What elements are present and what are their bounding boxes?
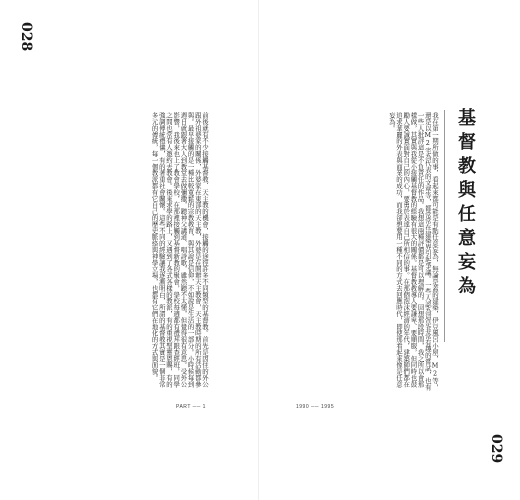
footer-part: PART ── 1 — [176, 404, 206, 410]
title-divider — [444, 110, 445, 342]
page-number-right-page: 028 — [18, 22, 34, 52]
footer-years: 1990 ── 1995 — [296, 404, 335, 410]
book-gutter — [258, 0, 259, 500]
right-page-body: 我在第一期所做的事，看起來都可能是有點任意妄為，無論是蓋的建築，伊豆風呂小屋，M2等，還是以M2宅為代表的文章等，都常常在建築界引起爭議。一些人認為這是非常有趣的嘗試，也有一些人批評這是不負責任的作品。我想這兩種評價都是可以理解的。回想那段時間，我之所以會那樣做，其實與我從小接觸基督教的經驗有很大的關係。基督教教導人要謙卑、要順服，但同時也鼓勵人要誠實面對自己的內心，要勇於表達自己所相信的事。在那個泡沫經濟的年代，建築師們都在追求華麗的外表與商業的成功，而我卻想要用一種不同的方式去回應時代，即使那看起來像是任意妄為。 — [387, 112, 439, 391]
page-number-left-page: 029 — [488, 434, 504, 464]
left-page-body: 前後就有不少接觸基督教、天主教的機會，接觸的途徑許多不同類型的基督教。首先是因住的外公跟外祖婆家的關係，外婆家在東部的天主教，外婆是在開辦天主教會，天主教時期的所有活動都參與。最早接觸的是一種比較寬鬆的宗教教育，與其說是信仰，不如說是生活的一部分。小時候每到週日就跟著大人到教堂去做彌撒，聽神父講道、唱詩歌，雖然聽不太懂，但覺得很有意思。受外公影響，我後來也上了教會學校，在那裡接觸到基督新教的聚會，學校每週都有禮拜跟查經班，同學之間也常有人邀約去教會。後來求學的路上，又遇到了各式各樣的教派，有的重視聖靈恩賜，有的強調傳統禮儀，有的著重社會關懷。這些不同的經驗讓我逐漸明白，所謂的基督教其實是一個非常多元的傳統，每一個教派都有它自己的歷史脈絡與神學立場，也都有它們在地化的方式與面貌。 — [150, 112, 209, 388]
chapter-title: 基督教與任意妄為 — [455, 108, 476, 300]
